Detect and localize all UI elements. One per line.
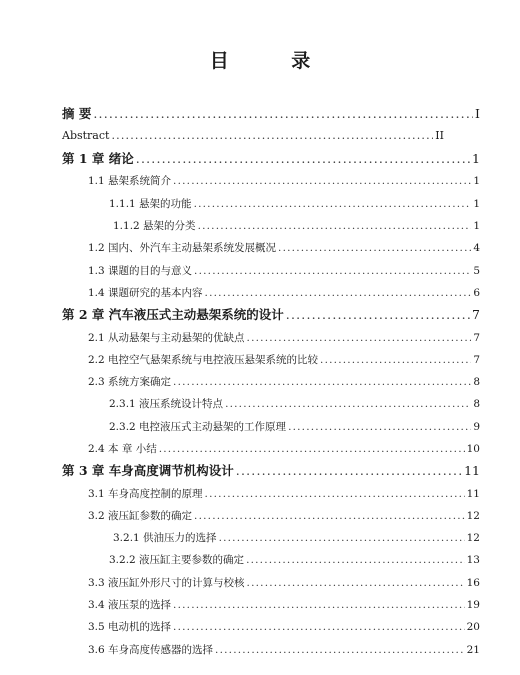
toc-leader xyxy=(173,171,471,191)
toc-page-number: 1 xyxy=(472,151,480,166)
toc-entry-abstract-cn[interactable] xyxy=(62,104,480,124)
toc-leader xyxy=(215,640,465,660)
toc-label: 1.1.2 悬架的分类 xyxy=(113,220,196,232)
toc-leader xyxy=(225,394,471,414)
toc-page-number: 7 xyxy=(473,354,480,366)
toc-leader xyxy=(205,484,465,504)
toc-page-number: 12 xyxy=(466,510,480,522)
toc-page-number: 13 xyxy=(466,554,480,566)
toc-entry-2-3[interactable] xyxy=(88,372,480,392)
toc-leader xyxy=(288,417,471,437)
toc-label: 2.3.1 液压系统设计特点 xyxy=(109,398,224,410)
toc-entry-3-4[interactable] xyxy=(88,595,480,615)
toc-leader xyxy=(205,283,472,303)
toc-label: 3.2 液压缸参数的确定 xyxy=(88,510,193,522)
toc-label: 2.2 电控空气悬架系统与电控液压悬架系统的比较 xyxy=(88,354,319,366)
toc-page-number: 21 xyxy=(466,644,480,656)
toc-page-number: 7 xyxy=(473,332,480,344)
toc-entry-2-3-2[interactable] xyxy=(109,417,480,437)
toc-page-number: 8 xyxy=(473,376,480,388)
toc-page-number: 6 xyxy=(473,287,480,299)
toc-entry-3-2[interactable] xyxy=(88,506,480,526)
toc-leader xyxy=(111,126,433,146)
toc-page-number: 10 xyxy=(466,443,480,455)
toc-entry-1-3[interactable] xyxy=(88,261,480,281)
toc-leader xyxy=(278,238,471,258)
toc-leader xyxy=(198,216,472,236)
toc-entry-3-3[interactable] xyxy=(88,573,480,593)
toc-label: 2.4 本 章 小结 xyxy=(88,443,157,455)
toc-label: 摘 要 xyxy=(62,106,92,121)
toc-leader xyxy=(173,617,465,637)
toc-page-number: 7 xyxy=(472,307,480,322)
toc-entry-abstract-en[interactable] xyxy=(62,126,444,146)
toc-label: 3.6 车身高度传感器的选择 xyxy=(88,644,214,656)
toc-entry-2-3-1[interactable] xyxy=(109,394,480,414)
toc-label: 3.1 车身高度控制的原理 xyxy=(88,488,203,500)
toc-entry-chapter-2[interactable] xyxy=(62,305,480,325)
toc-entry-1-1-2[interactable] xyxy=(113,216,480,236)
toc-label: 第 1 章 绪论 xyxy=(62,151,134,166)
toc-label: 3.5 电动机的选择 xyxy=(88,621,172,633)
toc-page-number: 11 xyxy=(466,488,480,500)
toc-entry-2-4[interactable] xyxy=(88,439,480,459)
toc-page-number: 16 xyxy=(466,577,480,589)
toc-page-number: 11 xyxy=(464,463,480,478)
toc-page-number: 9 xyxy=(473,421,480,433)
toc-entry-2-1[interactable] xyxy=(88,328,480,348)
toc-entry-3-2-2[interactable] xyxy=(109,550,480,570)
toc-label: 3.3 液压缸外形尺寸的计算与校核 xyxy=(88,577,245,589)
toc-label: 1.2 国内、外汽车主动悬架系统发展概况 xyxy=(88,242,277,254)
toc-page-number: 1 xyxy=(473,175,480,187)
toc-label: 1.3 课题的目的与意义 xyxy=(88,265,193,277)
toc-leader xyxy=(247,573,465,593)
toc-entry-3-5[interactable] xyxy=(88,617,480,637)
toc-label: 2.1 从动悬架与主动悬架的优缺点 xyxy=(88,332,245,344)
toc-page-number: 5 xyxy=(473,265,480,277)
toc-label: Abstract xyxy=(62,129,110,142)
toc-label: 2.3.2 电控液压式主动悬架的工作原理 xyxy=(109,421,287,433)
toc-page-number: 1 xyxy=(473,198,480,210)
toc-entry-3-1[interactable] xyxy=(88,484,480,504)
toc-leader xyxy=(173,372,471,392)
toc-leader xyxy=(194,261,471,281)
toc-leader xyxy=(246,550,465,570)
toc-leader xyxy=(136,149,470,169)
toc-label: 3.4 液压泵的选择 xyxy=(88,599,172,611)
toc-leader xyxy=(93,104,473,124)
page-title: 目 录 xyxy=(209,50,339,72)
toc-page-number: II xyxy=(435,129,444,142)
toc-label: 1.1.1 悬架的功能 xyxy=(109,198,192,210)
toc-leader xyxy=(219,528,465,548)
toc-label: 2.3 系统方案确定 xyxy=(88,376,172,388)
toc-leader xyxy=(173,595,465,615)
toc-leader xyxy=(236,461,462,481)
toc-page-number: I xyxy=(475,106,480,121)
toc-label: 1.4 课题研究的基本内容 xyxy=(88,287,203,299)
toc-label: 3.2.1 供油压力的选择 xyxy=(113,532,217,544)
toc-label: 第 2 章 汽车液压式主动悬架系统的设计 xyxy=(62,307,284,322)
toc-entry-chapter-3[interactable] xyxy=(62,461,480,481)
toc-leader xyxy=(159,439,465,459)
toc-entry-1-2[interactable] xyxy=(88,238,480,258)
toc-entry-3-2-1[interactable] xyxy=(113,528,480,548)
toc-entry-2-2[interactable] xyxy=(88,350,480,370)
toc-entry-chapter-1[interactable] xyxy=(62,149,480,169)
toc-label: 第 3 章 车身高度调节机构设计 xyxy=(62,463,234,478)
toc-leader xyxy=(194,506,465,526)
toc-page-number: 4 xyxy=(473,242,480,254)
toc-page-number: 19 xyxy=(466,599,480,611)
toc-page-number: 12 xyxy=(466,532,480,544)
toc-entry-1-1-1[interactable] xyxy=(109,194,480,214)
toc-page-number: 1 xyxy=(473,220,480,232)
toc-entry-3-6[interactable] xyxy=(88,640,480,660)
toc-leader xyxy=(194,194,472,214)
toc-entry-1-1[interactable] xyxy=(88,171,480,191)
toc-entry-1-4[interactable] xyxy=(88,283,480,303)
toc-page-number: 8 xyxy=(473,398,480,410)
toc-leader xyxy=(320,350,471,370)
toc-leader xyxy=(247,328,472,348)
toc-label: 3.2.2 液压缸主要参数的确定 xyxy=(109,554,245,566)
toc-label: 1.1 悬架系统简介 xyxy=(88,175,172,187)
toc-leader xyxy=(286,305,470,325)
toc-page-number: 20 xyxy=(466,621,480,633)
